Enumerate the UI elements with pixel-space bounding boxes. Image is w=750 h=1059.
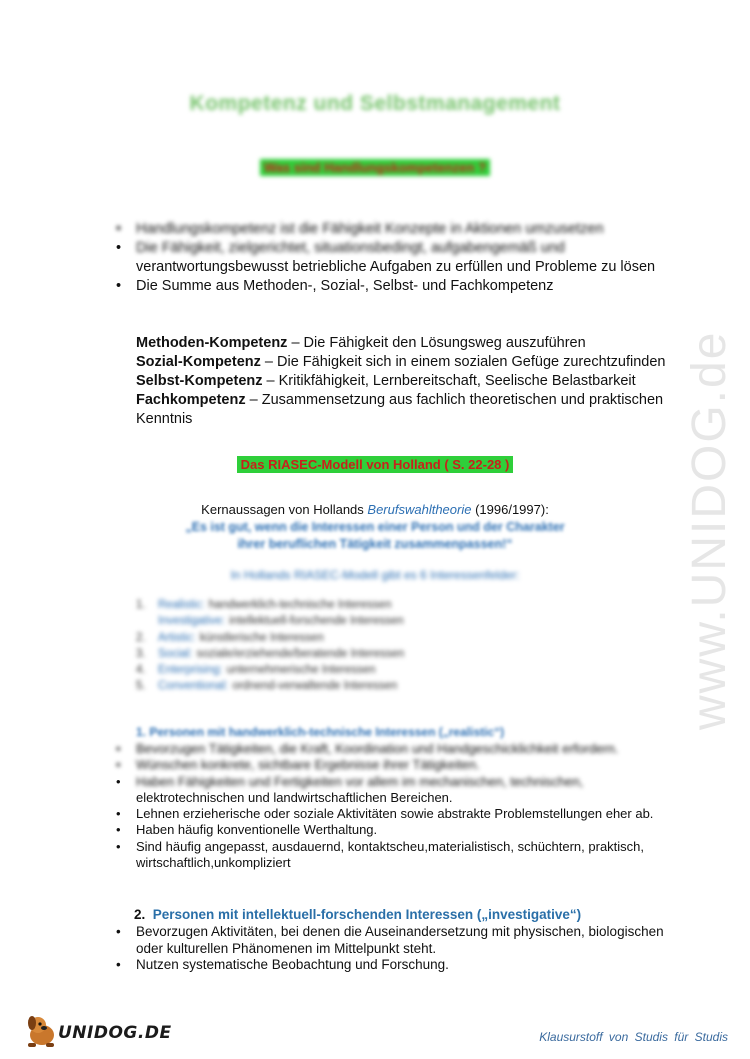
list-item: • Sind häufig angepasst, ausdauernd, kontaktscheu,materialistisch, schüchtern, praktisch, wirtschaftlich,unkompliziert [112, 839, 682, 872]
list-item [136, 646, 516, 662]
type-name: Social: [158, 647, 193, 660]
type-number: 5. [136, 680, 146, 693]
type-desc: unternehmerische Interessen [226, 664, 376, 677]
list-item [136, 630, 516, 646]
logo-text: UNIDOG.DE [58, 1023, 172, 1043]
type-desc: künstlerische Interessen [199, 631, 324, 644]
type-desc: handwerklich-technische Interessen [208, 599, 392, 611]
definition-text: – Zusammensetzung aus fachlich theoretischen und praktischen Kenntnis [136, 392, 664, 427]
list-item-line: • Die Fähigkeit, zielgerichtet, situationsbedingt, aufgabengemäß und [136, 240, 565, 256]
type-desc: intellektuell-forschende Interessen [229, 615, 404, 628]
list-item: • Die Summe aus Methoden-, Sozial-, Selbst- und Fachkompetenz [112, 277, 672, 296]
type-desc: ordnend-verwaltende Interessen [232, 680, 398, 693]
definition-term: Methoden-Kompetenz [136, 335, 288, 351]
type-desc: soziale/erziehende/beratende Interessen [196, 647, 405, 660]
subtitle-2-text: Das RIASEC-Modell von Holland ( S. 22-28 ) [237, 456, 514, 473]
riasec-types-list [136, 597, 516, 695]
list-item: • Handlungskompetenz ist die Fähigkeit Konzepte in Aktionen umzusetzen [112, 220, 672, 239]
definition-term: Selbst-Kompetenz [136, 373, 263, 389]
quote-line: „Es ist gut, wenn die Interessen einer Person und der Charakter [185, 520, 565, 534]
bullet-list-1 [112, 220, 672, 296]
type-name: Realistic: [158, 599, 205, 611]
list-item: • Wünschen konkrete, sichtbare Ergebnisse ihrer Tätigkeiten. [112, 757, 682, 773]
list-item: • Lehnen erzieherische oder soziale Aktivitäten sowie abstrakte Problemstellungen eher ab. [112, 806, 682, 822]
kern-link[interactable]: Berufswahltheorie [367, 502, 472, 517]
subtitle-handlungskompetenzen [0, 160, 750, 175]
page-title: Kompetenz und Selbstmanagement [189, 92, 561, 115]
definition-term: Fachkompetenz [136, 392, 246, 408]
holland-suffix: gibt es 6 Interessenfelder: [377, 568, 520, 582]
list-item [136, 613, 516, 629]
footer-slogan: Klausurstoff von Studis für Studis [539, 1030, 728, 1044]
list-item [136, 597, 516, 613]
competence-definitions [136, 334, 676, 429]
list-item [136, 662, 516, 678]
list-item: • Bevorzugen Aktivitäten, bei denen die Auseinandersetzung mit physischen, biologischen oder kulturellen Phänomenen im Mittelpunkt steht. [112, 924, 682, 957]
holland-link[interactable]: RIASEC-Modell [293, 568, 378, 582]
definition-text: – Kritikfähigkeit, Lernbereitschaft, Seelische Belastbarkeit [262, 373, 636, 389]
watermark-text: www.UNIDOG.de [683, 330, 736, 730]
type-name: Investigative: [158, 615, 226, 628]
subtitle-1-text: Was sind Handlungskompetenzen ? [260, 159, 490, 176]
quote-line: ihrer beruflichen Tätigkeit zusammenpassen!“ [237, 537, 513, 551]
list-item [136, 678, 516, 694]
list-item [112, 239, 672, 277]
bullet-list-realistic [112, 741, 682, 871]
type-name: Enterprising: [158, 664, 223, 677]
dog-icon [22, 1013, 62, 1049]
kern-prefix: Kernaussagen von Hollands [201, 502, 368, 517]
definition-text: – Die Fähigkeit sich in einem sozialen Gefüge zurechtzufinden [260, 354, 666, 370]
type-number: 3. [136, 647, 146, 660]
list-item: • Bevorzugen Tätigkeiten, die Kraft, Koordination und Handgeschicklichkeit erfordern. [112, 741, 682, 757]
kernaussagen-line [0, 502, 750, 517]
type-name: Conventional: [158, 680, 229, 693]
list-item: • Haben häufig konventionelle Werthaltung. [112, 822, 682, 838]
list-item-line: elektrotechnischen und landwirtschaftlichen Bereichen. [136, 789, 453, 805]
holland-quote [0, 519, 750, 553]
kern-suffix: (1996/1997): [471, 502, 549, 517]
list-item-line: • Haben Fähigkeiten und Fertigkeiten vor allem im mechanischen, technischen, [136, 773, 584, 789]
definition-term: Sozial-Kompetenz [136, 354, 261, 370]
type-name: Artistic: [158, 631, 196, 644]
definition-methoden [136, 334, 676, 353]
holland-intro [0, 568, 750, 582]
bullet-list-investigative [112, 924, 682, 974]
section-number: 2. [134, 907, 146, 922]
type-number: 1. [136, 599, 146, 611]
type-number: 4. [136, 664, 146, 677]
definition-text: – Die Fähigkeit den Lösungsweg auszuführen [287, 335, 586, 351]
section-heading-investigative [134, 907, 581, 922]
section-heading-realistic: 1. Personen mit handwerklich-technische Interessen („realistic“) [136, 725, 505, 739]
definition-selbst [136, 372, 676, 391]
list-item: • Nutzen systematische Beobachtung und Forschung. [112, 957, 682, 974]
list-item [112, 774, 682, 807]
subtitle-riasec [0, 457, 750, 472]
type-number: 2. [136, 631, 146, 644]
section-title: Personen mit intellektuell-forschenden Interessen („investigative“) [152, 907, 582, 922]
list-item-line: verantwortungsbewusst betriebliche Aufgaben zu erfüllen und Probleme zu lösen [136, 259, 656, 275]
holland-prefix: In Hollands [230, 568, 294, 582]
definition-sozial [136, 353, 676, 372]
definition-fach [136, 391, 676, 429]
unidog-logo [22, 1013, 172, 1049]
